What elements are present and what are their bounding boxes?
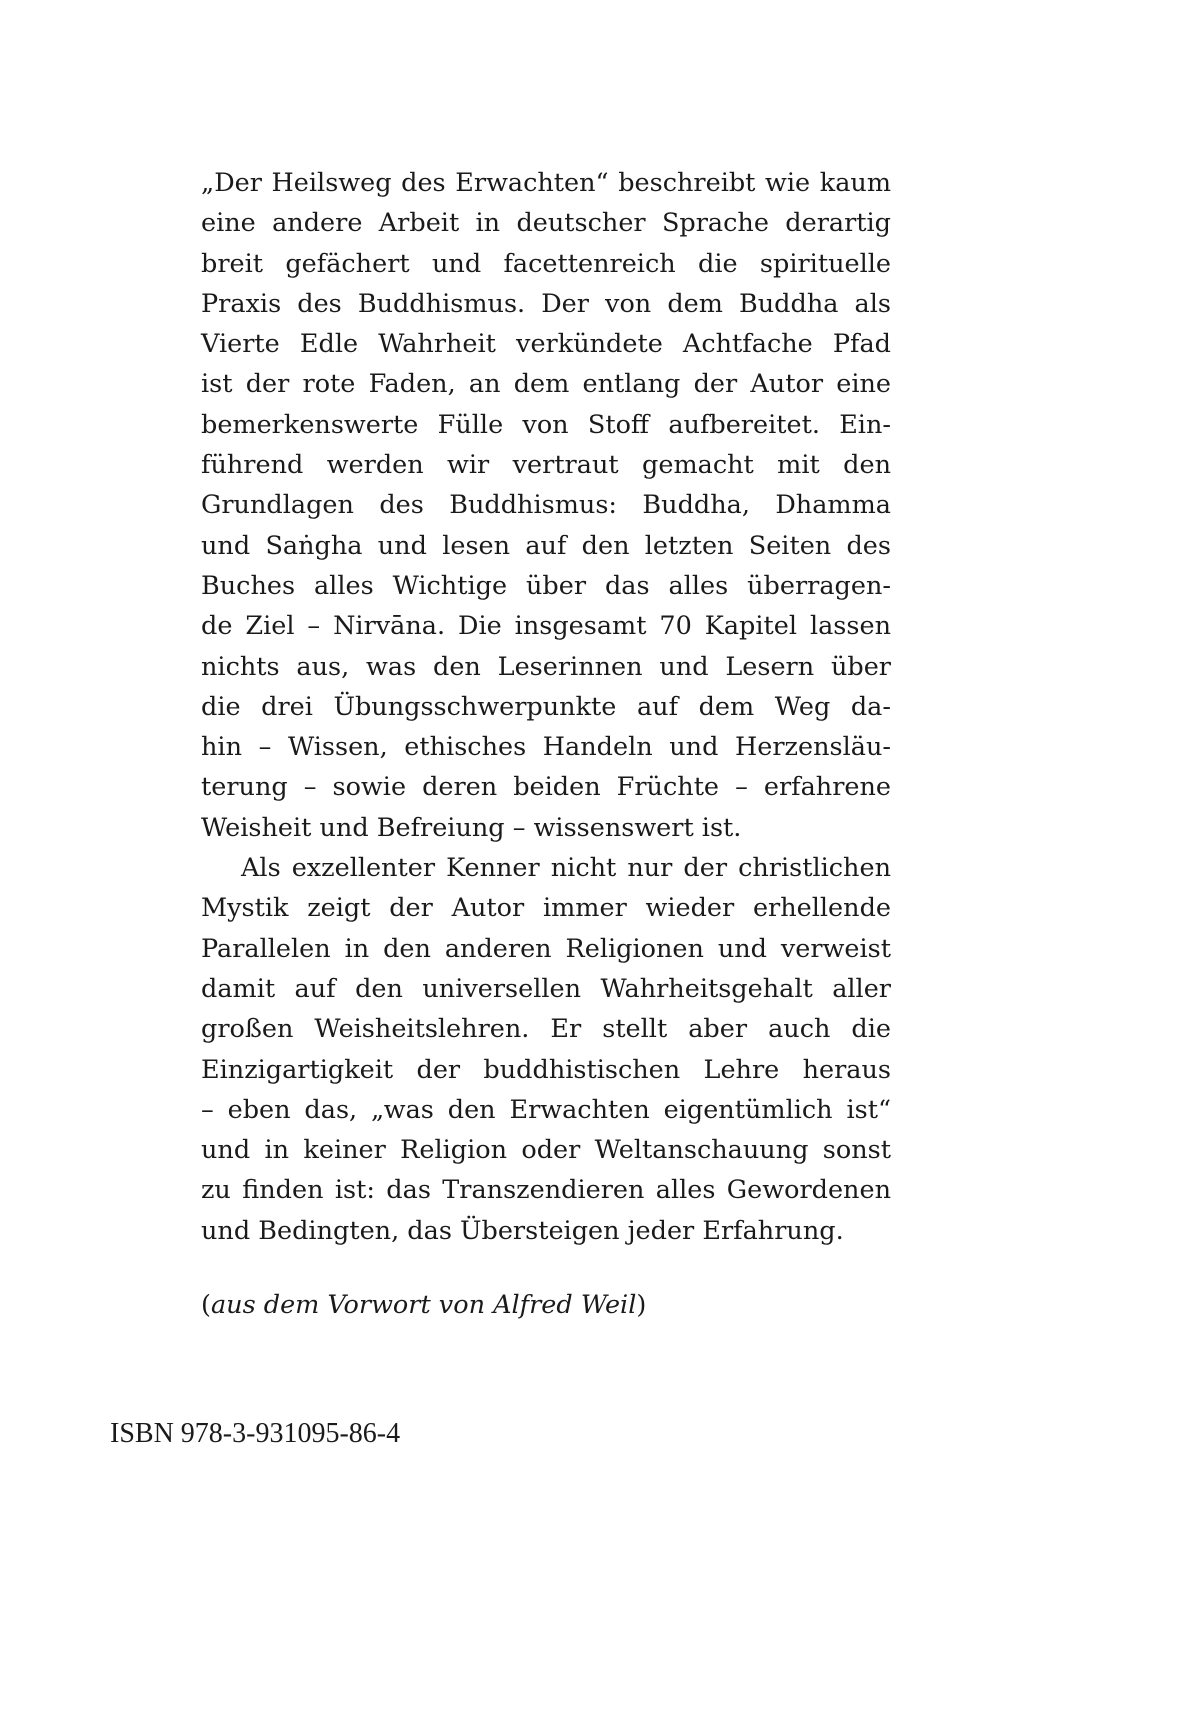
text-line: Als exzellenter Kenner nicht nur der christlichen: [241, 853, 891, 884]
isbn: ISBN 978-3-931095-86-4: [110, 1418, 401, 1449]
text-line: nichts aus, was den Leserinnen und Lesern über: [201, 651, 891, 682]
text-line: „Der Heilsweg des Erwachten“ beschreibt wie kaum: [201, 168, 891, 198]
paragraph-2: [201, 848, 891, 1251]
blurb-text: [201, 163, 891, 1251]
text-line: Vierte Edle Wahrheit verkündete Achtfache Pfad: [201, 329, 891, 360]
text-line: eine andere Arbeit in deutscher Sprache derartig: [201, 208, 891, 239]
text-line: Einzigartigkeit der buddhistischen Lehre heraus: [201, 1054, 891, 1085]
text-line: Grundlagen des Buddhismus: Buddha, Dhamma: [201, 490, 891, 521]
text-line: Praxis des Buddhismus. Der von dem Buddha als: [201, 288, 891, 319]
text-line: de Ziel – Nirvāna. Die insgesamt 70 Kapitel lassen: [201, 611, 891, 642]
text-line: breit gefächert und facettenreich die spirituelle: [201, 248, 891, 279]
text-line: und Bedingten, das Übersteigen jeder Erfahrung.: [201, 1215, 844, 1246]
text-line: Weisheit und Befreiung – wissenswert ist.: [201, 812, 742, 843]
text-line: großen Weisheitslehren. Er stellt aber auch die: [201, 1014, 891, 1045]
credit-close-paren: ): [636, 1290, 647, 1320]
paragraph-1: [201, 163, 891, 848]
text-line: zu finden ist: das Transzendieren alles Gewordenen: [201, 1175, 891, 1206]
credit-open-paren: (: [201, 1290, 211, 1320]
text-line: bemerkenswerte Fülle von Stoff aufbereitet. Ein-: [201, 409, 891, 440]
text-line: hin – Wissen, ethisches Handeln und Herzensläu-: [201, 732, 891, 763]
text-line: terung – sowie deren beiden Früchte – erfahrene: [201, 772, 891, 803]
text-line: und in keiner Religion oder Weltanschauung sonst: [201, 1135, 891, 1166]
text-line: und Saṅgha und lesen auf den letzten Seiten des: [201, 530, 891, 561]
text-line: ist der rote Faden, an dem entlang der Autor eine: [201, 369, 891, 400]
text-line: damit auf den universellen Wahrheitsgehalt aller: [201, 973, 891, 1004]
text-line: Buches alles Wichtige über das alles überragen-: [201, 570, 891, 601]
foreword-credit: [201, 1290, 646, 1320]
text-line: Parallelen in den anderen Religionen und verweist: [201, 933, 891, 964]
text-line: – eben das, „was den Erwachten eigentümlich ist“: [201, 1094, 891, 1125]
credit-text: aus dem Vorwort von Alfred Weil: [210, 1290, 637, 1320]
text-line: führend werden wir vertraut gemacht mit den: [201, 450, 891, 481]
text-line: die drei Übungsschwerpunkte auf dem Weg da-: [201, 691, 891, 722]
text-line: Mystik zeigt der Autor immer wieder erhellende: [201, 893, 891, 924]
